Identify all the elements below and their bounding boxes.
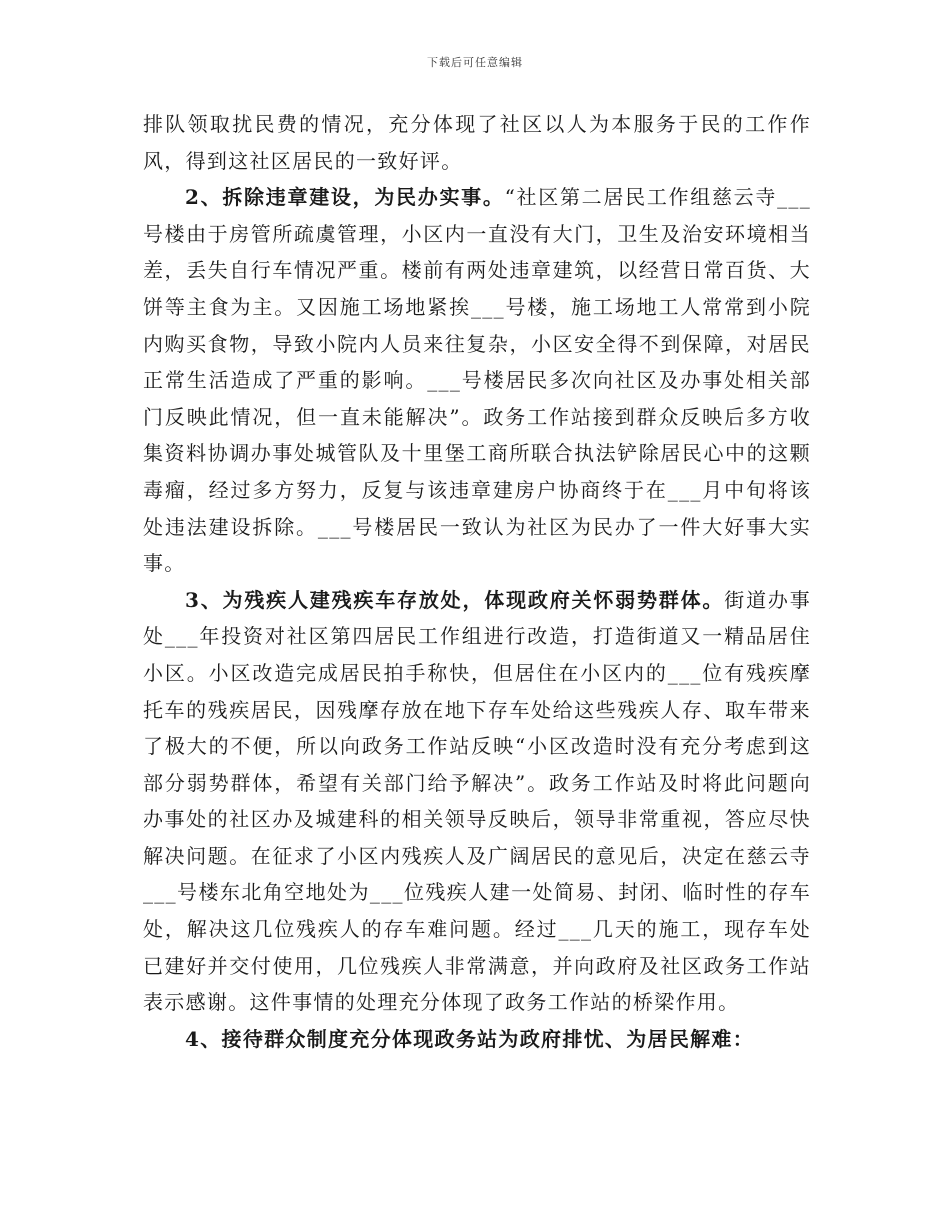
document-body [143, 106, 811, 1057]
paragraph-1-body: 排队领取扰民费的情况，充分体现了社区以人为本服务于民的工作作风，得到这社区居民的一致好评。 [143, 112, 811, 173]
paragraph-3 [143, 582, 811, 1021]
paragraph-3-body: 街道办事处___年投资对社区第四居民工作组进行改造，打造街道又一精品居住小区。小区改造完成居民拍手称快，但居住在小区内的___位有残疾摩托车的残疾居民，因残摩存放在地下存车处给这些残疾人存、取车带来了极大的不便，所以向政务工作站反映“小区改造时没有充分考虑到这部分弱势群体，希望有关部门给予解决”。政务工作站及时将此问题向办事处的社区办及城建科的相关领导反映后，领导非常重视，答应尽快解决问题。在征求了小区内残疾人及广阔居民的意见后，决定在慈云寺___号楼东北角空地处为___位残疾人建一处简易、封闭、临时性的存车处，解决这几位残疾人的存车难问题。经过___几天的施工，现存车处已建好并交付使用，几位残疾人非常满意，并向政府及社区政务工作站表示感谢。这件事情的处理充分体现了政务工作站的桥梁作用。 [143, 587, 811, 1015]
page-header: 下载后可任意编辑 [427, 56, 523, 69]
paragraph-2-body: “社区第二居民工作组慈云寺___号楼由于房管所疏虞管理，小区内一直没有大门，卫生及治安环境相当差，丢失自行车情况严重。楼前有两处违章建筑，以经营日常百货、大饼等主食为主。又因施工场地紧挨___号楼，施工场地工人常常到小院内购买食物，导致小院内人员来往复杂，小区安全得不到保障，对居民正常生活造成了严重的影响。___号楼居民多次向社区及办事处相关部门反映此情况，但一直未能解决”。政务工作站接到群众反映后多方收集资料协调办事处城管队及十里堡工商所联合执法铲除居民心中的这颗毒瘤，经过多方努力，反复与该违章建房户协商终于在___月中旬将该处违法建设拆除。___号楼居民一致认为社区为民办了一件大好事大实事。 [143, 185, 811, 576]
paragraph-4-heading: 4、接待群众制度充分体现政务站为政府排忧、为居民解难： [185, 1026, 755, 1051]
paragraph-2-heading: 2、拆除违章建设，为民办实事。 [185, 185, 505, 210]
paragraph-4 [143, 1021, 811, 1058]
paragraph-2 [143, 179, 811, 582]
paragraph-3-heading: 3、为残疾人建残疾车存放处，体现政府关怀弱势群体。 [185, 587, 725, 612]
paragraph-1 [143, 106, 811, 179]
